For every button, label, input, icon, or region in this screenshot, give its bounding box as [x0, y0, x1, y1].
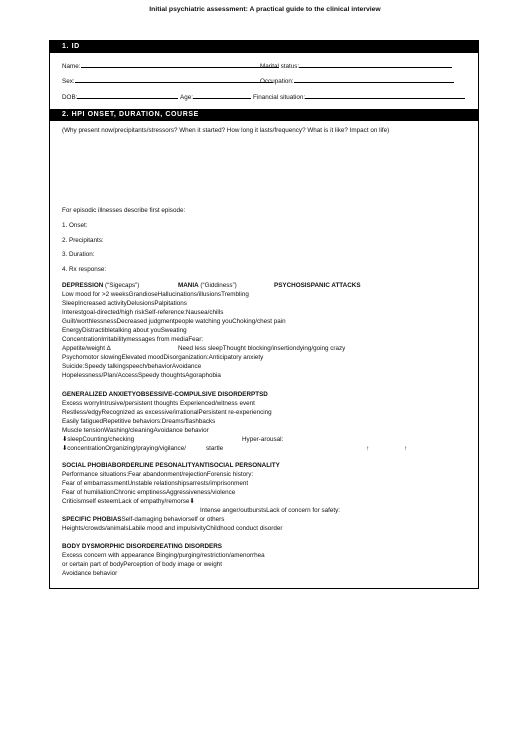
mania-header	[178, 282, 237, 290]
social-line: Performance situations:Fear abandonment/rejectionForensic history:	[62, 471, 254, 478]
mood-line: Suicide:Speedy talkingspeech/behaviorAvoidance	[62, 363, 202, 370]
mood-line: ConcentrationIrritabilitymessages from mediaFear:	[62, 336, 204, 343]
concentration-line: ⬇concentrationOrganizing/praying/vigilance/	[62, 445, 186, 452]
mania-mnemonic: (“Giddiness”)	[198, 282, 237, 289]
rx-response-field[interactable]: 4. Rx response:	[62, 266, 107, 273]
duration-field[interactable]: 3. Duration:	[62, 251, 95, 258]
mood-line: Low mood for >2 weeksGrandioseHallucinations/illusionsTrembling	[62, 291, 249, 298]
specific-phobias-line: SPECIFIC PHOBIASSelf-damaging behaviorself or others	[62, 516, 225, 523]
marital-status-field[interactable]	[260, 61, 452, 71]
mania-title: MANIA	[178, 282, 199, 289]
heights-line: Heights/crowds/animalsLabile mood and impulsivityChildhood conduct disorder	[62, 525, 283, 532]
onset-field[interactable]: 1. Onset:	[62, 222, 88, 229]
section-hpi-header: 2. HPI ONSET, DURATION, COURSE	[50, 109, 478, 121]
body-line: Excess concern with appearance Binging/purging/restriction/amenorrhea	[62, 552, 265, 559]
mood-line: Interestgoal-directed/high riskSelf-reference:Nausea/chills	[62, 309, 224, 316]
name-label: Name:	[62, 63, 81, 70]
occupation-field[interactable]	[260, 76, 454, 86]
social-phobia-header: SOCIAL PHOBIABORDERLINE PESONALITYANTISOCIAL PERSONALITY	[62, 462, 280, 469]
marital-status-label: Marital status:	[260, 63, 300, 70]
hpi-prompt: (Why present now/precipitants/stressors? When it started? How long it lasts/frequency? What is it like? Impact on life)	[62, 127, 390, 134]
social-line: Fear of embarrassmentUnstable relationshipsarrests/imprisonment	[62, 480, 249, 487]
body-dysmorphic-header: BODY DYSMORPHIC DISORDEREATING DISORDERS	[62, 543, 223, 550]
anxiety-sleep-line: ⬇sleepCounting/checking	[62, 436, 135, 443]
down-arrow-icon: ⬇	[189, 498, 195, 505]
body-line: or certain part of bodyPerception of body image or weight	[62, 561, 222, 568]
criticism-line: Criticismself esteemLack of empathy/remorse⬇	[62, 498, 195, 505]
mood-line: SleepIncreased activityDelusionsPalpitations	[62, 300, 187, 307]
mood-line: Hopelessness/Plan/AccessSpeedy thoughtsAgoraphobia	[62, 372, 221, 379]
depression-mnemonic: (“Sigecaps”)	[103, 282, 140, 289]
anxiety-line: Excess worryIntrusive/persistent thoughts Experienced/witness event	[62, 400, 255, 407]
page-title: Initial psychiatric assessment: A practical guide to the clinical interview	[149, 6, 381, 13]
precipitants-field[interactable]: 2. Precipitants:	[62, 237, 104, 244]
anxiety-line: Easily fatiguedRepetitive behaviors:Dreams/flashbacks	[62, 418, 216, 425]
depression-header	[62, 282, 139, 290]
occupation-label: Occupation:	[260, 78, 294, 85]
episodic-note: For episodic illnesses describe first episode:	[62, 207, 186, 214]
mood-line: EnergyDistractibletalking about youSweating	[62, 327, 187, 334]
financial-situation-field[interactable]	[253, 92, 465, 102]
intense-anger-line: Intense anger/outburstsLack of concern for safety:	[200, 507, 341, 514]
mood-line: Guilt/worthlessnessDecreased judgmentpeople watching youChoking/chest pain	[62, 318, 286, 325]
name-field[interactable]	[62, 61, 279, 71]
sex-field[interactable]	[62, 76, 273, 86]
financial-label: Financial situation:	[253, 94, 306, 101]
section-id-header: 1. ID	[50, 41, 478, 53]
anxiety-header: GENERALIZED ANXIETYOBSESSIVE-COMPULSIVE DISORDERPTSD	[62, 391, 268, 398]
down-arrow-icon: ⬇	[62, 436, 68, 443]
dob-field[interactable]	[62, 92, 178, 102]
startle-label: startle	[206, 445, 224, 452]
dob-label: DOB:	[62, 94, 78, 101]
hyper-arousal-label: Hyper-arousal:	[242, 436, 284, 443]
mood-line: Psychomotor slowingElevated moodDisorganization:Anticipatory anxiety	[62, 354, 264, 361]
anxiety-line: Restless/edgyRecognized as excessive/irrationalPersistent re-experiencing	[62, 409, 272, 416]
specific-phobias-title: SPECIFIC PHOBIAS	[62, 516, 122, 523]
mania-sleep-line: Need less sleepThought blocking/insertiondying/going crazy	[178, 345, 346, 352]
age-label: Age:	[180, 94, 193, 101]
down-arrow-icon: ⬇	[62, 445, 68, 452]
assessment-form	[49, 40, 479, 589]
up-arrow-icon: ↑	[404, 445, 408, 452]
depression-title: DEPRESSION	[62, 282, 104, 289]
social-line: Fear of humiliationChronic emptinessAggressiveness/violence	[62, 489, 236, 496]
body-line: Avoidance behavior	[62, 570, 118, 577]
appetite-line: Appetite/weight ∆	[62, 345, 111, 352]
up-arrow-icon: ↑	[366, 445, 370, 452]
sex-label: Sex:	[62, 78, 75, 85]
psychosis-panic-header: PSYCHOSISPANIC ATTACKS	[274, 282, 361, 289]
anxiety-line: Muscle tensionWashing/cleaningAvoidance behavior	[62, 427, 209, 434]
age-field[interactable]	[180, 92, 251, 102]
